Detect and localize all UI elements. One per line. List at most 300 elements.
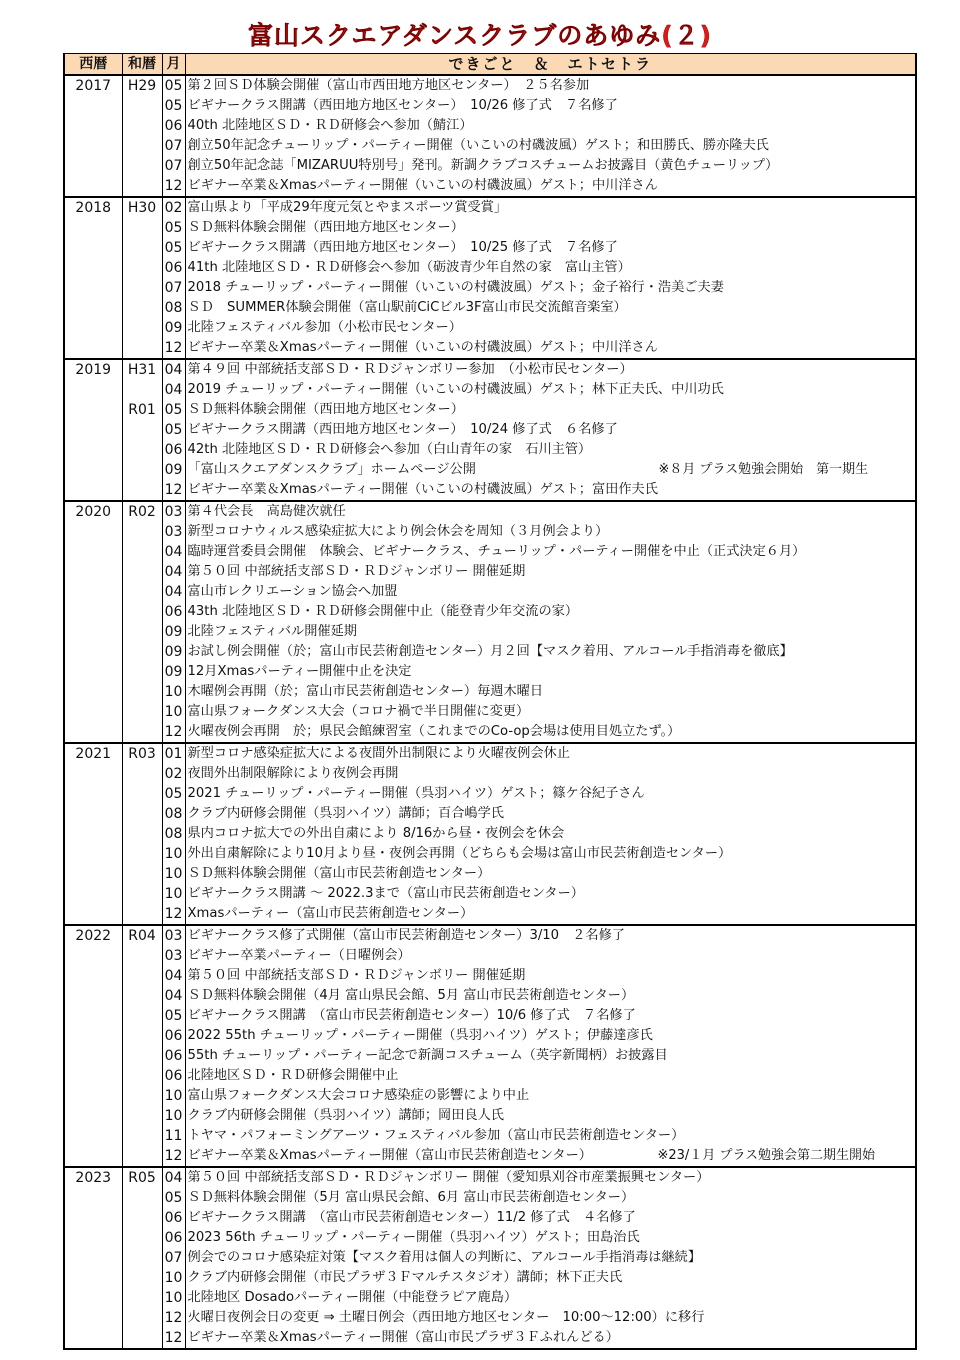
year-cell: 2022 [64,925,122,946]
event-cell [185,804,916,824]
year-cell [64,1026,122,1046]
table-row [64,318,916,338]
event-note: ※８月 プラス勉強会開始 第一期生 [658,462,869,477]
year-cell [64,116,122,136]
event-cell [185,642,916,662]
era-cell [122,1228,162,1248]
month-cell: 03 [162,925,185,946]
month-cell: 11 [162,1126,185,1146]
month-cell: 07 [162,156,185,176]
month-cell: 09 [162,662,185,682]
event-cell [185,359,916,380]
event-cell [185,602,916,622]
month-cell: 12 [162,904,185,925]
era-cell [122,904,162,925]
month-cell: 05 [162,96,185,116]
year-cell: 2018 [64,197,122,218]
event-text: ビギナー卒業パーティー（日曜例会） [187,948,411,964]
era-cell [122,338,162,359]
table-row [64,946,916,966]
era-cell [122,258,162,278]
month-cell: 04 [162,582,185,602]
table-row [64,1026,916,1046]
event-cell [185,542,916,562]
header-month: 月 [162,54,185,76]
event-cell [185,1146,916,1167]
table-row [64,258,916,278]
year-cell [64,1268,122,1288]
event-text: 2018 チューリップ・パーティー開催（いこいの村磯波風）ゲスト；金子裕行・浩美ご夫妻 [187,280,724,296]
event-cell [185,682,916,702]
table-row [64,1146,916,1167]
table-row [64,116,916,136]
era-cell [122,1248,162,1268]
event-text: ビギナークラス開講（西田地方地区センター） 10/24 修了式 ６名修了 [187,422,618,438]
event-cell [185,1167,916,1188]
year-cell [64,1126,122,1146]
year-cell [64,904,122,925]
event-text: ビギナークラス修了式開催（富山市民芸術創造センター）3/10 ２名修了 [187,928,625,944]
event-text: 12月Xmasパーティー開催中止を決定 [187,664,412,680]
year-cell [64,946,122,966]
table-row [64,298,916,318]
era-cell [122,278,162,298]
year-cell [64,1188,122,1208]
event-text: 第５０回 中部統括支部ＳＤ・ＲＤジャンボリー 開催延期 [187,968,526,984]
month-cell: 12 [162,1308,185,1328]
event-cell [185,743,916,764]
month-cell: 05 [162,1006,185,1026]
table-row [64,1066,916,1086]
event-text: クラブ内研修会開催（呉羽ハイツ）講師；百合嶋学氏 [187,806,504,822]
table-row [64,176,916,197]
table-row [64,380,916,400]
event-text: 新型コロナ感染症拡大による夜間外出制限により火曜夜例会休止 [187,746,570,762]
era-cell [122,784,162,804]
event-text: ＳＤ無料体験会開催（西田地方地区センター） [187,402,464,418]
event-cell [185,1046,916,1066]
event-cell [185,562,916,582]
event-text: 富山県より「平成29年度元気とやまスポーツ賞受賞」 [187,200,508,216]
era-cell [122,602,162,622]
month-cell: 10 [162,682,185,702]
event-text: Xmasパーティー（富山市民芸術創造センター） [187,906,474,922]
era-cell: R04 [122,925,162,946]
table-row [64,218,916,238]
era-cell [122,156,162,176]
event-cell [185,1188,916,1208]
month-cell: 05 [162,218,185,238]
table-header-row [64,54,916,76]
event-cell [185,116,916,136]
event-cell [185,1106,916,1126]
month-cell: 10 [162,1268,185,1288]
table-row [64,156,916,176]
event-text: 40th 北陸地区ＳＤ・ＲＤ研修会へ参加（鯖江） [187,118,473,134]
era-cell [122,662,162,682]
table-row [64,1268,916,1288]
year-cell [64,582,122,602]
event-cell [185,440,916,460]
event-text: クラブ内研修会開催（市民プラザ３Ｆマルチスタジオ）講師；林下正夫氏 [187,1270,623,1286]
header-year: 西暦 [64,54,122,76]
month-cell: 04 [162,1167,185,1188]
table-row [64,400,916,420]
event-text: 創立50年記念誌「MIZARUU特別号」発刊。新調クラブコスチュームお披露目（黄色チューリップ） [187,158,779,174]
year-cell [64,1006,122,1026]
month-cell: 10 [162,702,185,722]
table-row [64,966,916,986]
year-cell [64,1208,122,1228]
era-cell [122,682,162,702]
month-cell: 08 [162,824,185,844]
month-cell: 09 [162,622,185,642]
event-text: 県内コロナ拡大での外出自粛により 8/16から昼・夜例会を休会 [187,826,565,842]
event-text: 「富山スクエアダンスクラブ」ホームページ公開 [187,462,476,478]
event-cell [185,1026,916,1046]
era-cell [122,176,162,197]
month-cell: 12 [162,480,185,501]
month-cell: 10 [162,864,185,884]
table-row [64,460,916,480]
event-cell [185,1228,916,1248]
year-cell [64,1228,122,1248]
year-cell [64,238,122,258]
month-cell: 06 [162,602,185,622]
table-row [64,1248,916,1268]
year-cell [64,682,122,702]
table-row [64,743,916,764]
month-cell: 05 [162,75,185,96]
era-cell [122,642,162,662]
table-row [64,986,916,1006]
table-row [64,1046,916,1066]
year-cell [64,420,122,440]
event-text: ビギナークラス開講 ～ 2022.3まで（富山市民芸術創造センター） [187,886,584,902]
event-cell [185,622,916,642]
era-cell [122,318,162,338]
era-cell [122,622,162,642]
year-cell: 2020 [64,501,122,522]
era-cell [122,804,162,824]
era-cell [122,1188,162,1208]
year-cell [64,884,122,904]
month-cell: 06 [162,116,185,136]
era-cell [122,420,162,440]
table-row [64,542,916,562]
table-row [64,1006,916,1026]
event-text: 例会でのコロナ感染症対策【マスク着用は個人の判断に、アルコール手指消毒は継続】 [187,1250,702,1266]
table-row [64,764,916,784]
era-cell [122,1066,162,1086]
year-cell [64,642,122,662]
table-row [64,338,916,359]
month-cell: 05 [162,238,185,258]
year-cell [64,298,122,318]
era-cell: R02 [122,501,162,522]
year-cell [64,136,122,156]
event-text: お試し例会開催（於；富山市民芸術創造センター）月２回【マスク着用、アルコール手指消毒を徹底】 [187,644,793,660]
month-cell: 08 [162,804,185,824]
year-cell [64,480,122,501]
event-cell [185,1288,916,1308]
table-row [64,522,916,542]
header-era: 和暦 [122,54,162,76]
month-cell: 03 [162,501,185,522]
event-text: 2023 56th チューリップ・パーティー開催（呉羽ハイツ）ゲスト；田島治氏 [187,1230,640,1246]
event-cell [185,702,916,722]
event-text: 夜間外出制限解除により夜例会再開 [187,766,399,782]
era-cell [122,136,162,156]
table-row [64,602,916,622]
event-cell [185,156,916,176]
era-cell [122,1126,162,1146]
event-text: ビギナークラス開講 （富山市民芸術創造センター）10/6 修了式 ７名修了 [187,1008,636,1024]
era-cell [122,116,162,136]
event-text: 富山県フォークダンス大会（コロナ禍で半日開催に変更） [187,704,530,720]
year-cell: 2017 [64,75,122,96]
event-cell [185,986,916,1006]
table-row [64,1288,916,1308]
era-cell [122,1006,162,1026]
month-cell: 04 [162,562,185,582]
month-cell: 08 [162,298,185,318]
year-cell: 2023 [64,1167,122,1188]
era-cell: H30 [122,197,162,218]
month-cell: 05 [162,420,185,440]
era-cell [122,562,162,582]
event-cell [185,824,916,844]
table-row [64,197,916,218]
era-cell [122,1046,162,1066]
event-text: ＳＤ無料体験会開催（富山市民芸術創造センター） [187,866,491,882]
event-note: ※23/１月 プラス勉強会第二期生開始 [657,1148,876,1163]
month-cell: 09 [162,318,185,338]
year-cell: 2021 [64,743,122,764]
event-text: ＳＤ無料体験会開催（5月 富山県民会館、6月 富山市民芸術創造センター） [187,1190,635,1206]
table-row [64,480,916,501]
event-cell [185,1066,916,1086]
year-cell [64,966,122,986]
event-cell [185,420,916,440]
year-cell [64,318,122,338]
month-cell: 02 [162,764,185,784]
table-row [64,420,916,440]
event-cell [185,197,916,218]
era-cell [122,238,162,258]
year-cell [64,1046,122,1066]
event-cell [185,784,916,804]
event-cell [185,400,916,420]
event-cell [185,864,916,884]
event-cell [185,925,916,946]
table-row [64,278,916,298]
era-cell: R05 [122,1167,162,1188]
table-row [64,1086,916,1106]
year-cell [64,176,122,197]
month-cell: 05 [162,784,185,804]
event-cell [185,136,916,156]
table-row [64,824,916,844]
event-cell [185,176,916,197]
table-row [64,622,916,642]
event-text: トヤマ・パフォーミングアーツ・フェスティバル参加（富山市民芸術創造センター） [187,1128,685,1144]
year-cell [64,764,122,784]
event-text: 42th 北陸地区ＳＤ・ＲＤ研修会へ参加（白山青年の家 石川主管） [187,442,592,458]
year-cell [64,986,122,1006]
month-cell: 06 [162,1026,185,1046]
event-text: 北陸地区 Dosadoパーティー開催（中能登ラピア鹿島） [187,1290,518,1306]
era-cell [122,1208,162,1228]
event-text: 新型コロナウィルス感染症拡大により例会休会を周知（３月例会より） [187,524,609,540]
month-cell: 04 [162,966,185,986]
event-text: ビギナークラス開講（西田地方地区センター） 10/26 修了式 ７名修了 [187,98,618,114]
table-row [64,864,916,884]
era-cell [122,966,162,986]
table-row [64,1106,916,1126]
event-cell [185,1308,916,1328]
event-cell [185,582,916,602]
month-cell: 12 [162,338,185,359]
table-row [64,1126,916,1146]
event-cell [185,904,916,925]
year-cell [64,278,122,298]
year-cell [64,1328,122,1349]
era-cell [122,884,162,904]
event-text: 第４代会長 高島健次就任 [187,504,346,520]
year-cell [64,338,122,359]
year-cell [64,1106,122,1126]
year-cell [64,864,122,884]
month-cell: 06 [162,440,185,460]
event-cell [185,218,916,238]
era-cell [122,218,162,238]
event-cell [185,764,916,784]
month-cell: 04 [162,380,185,400]
table-row [64,359,916,380]
event-text: 2021 チューリップ・パーティー開催（呉羽ハイツ）ゲスト；篠ケ谷紀子さん [187,786,645,802]
event-text: ビギナークラス開講（西田地方地区センター） 10/25 修了式 ７名修了 [187,240,618,256]
event-text: 2022 55th チューリップ・パーティー開催（呉羽ハイツ）ゲスト；伊藤達彦氏 [187,1028,653,1044]
era-cell [122,1268,162,1288]
table-row [64,1228,916,1248]
era-cell [122,722,162,743]
event-cell [185,1208,916,1228]
event-cell [185,1006,916,1026]
era-cell [122,298,162,318]
era-cell [122,542,162,562]
month-cell: 05 [162,400,185,420]
table-row [64,1208,916,1228]
event-text: 55th チューリップ・パーティー記念で新調コスチューム（英字新聞柄）お披露目 [187,1048,668,1064]
event-text: ビギナークラス開講 （富山市民芸術創造センター）11/2 修了式 ４名修了 [187,1210,636,1226]
year-cell: 2019 [64,359,122,380]
era-cell: H29 [122,75,162,96]
event-text: 第４９回 中部統括支部ＳＤ・ＲＤジャンボリー参加 （小松市民センター） [187,362,633,378]
table-row [64,722,916,743]
month-cell: 07 [162,278,185,298]
event-cell [185,96,916,116]
era-cell [122,1026,162,1046]
year-cell [64,218,122,238]
month-cell: 10 [162,1288,185,1308]
table-row [64,582,916,602]
event-text: 火曜日夜例会日の変更 ⇒ 土曜日例会（西田地方地区センター 10:00～12:00）に移行 [187,1310,705,1326]
table-row [64,1308,916,1328]
month-cell: 06 [162,1208,185,1228]
era-cell [122,1328,162,1349]
table-row [64,440,916,460]
month-cell: 03 [162,522,185,542]
year-cell [64,156,122,176]
year-cell [64,400,122,420]
event-cell [185,501,916,522]
table-row [64,642,916,662]
event-text: 富山県フォークダンス大会コロナ感染症の影響により中止 [187,1088,530,1104]
year-cell [64,1066,122,1086]
table-row [64,784,916,804]
table-row [64,1188,916,1208]
month-cell: 12 [162,1146,185,1167]
event-text: 41th 北陸地区ＳＤ・ＲＤ研修会へ参加（砺波青少年自然の家 富山主管） [187,260,631,276]
month-cell: 12 [162,176,185,197]
event-text: 木曜例会再開（於；富山市民芸術創造センター）毎週木曜日 [187,684,544,700]
era-cell [122,986,162,1006]
era-cell [122,1106,162,1126]
year-cell [64,1288,122,1308]
event-cell [185,844,916,864]
event-text: 北陸フェスティバル開催延期 [187,624,357,640]
year-cell [64,1248,122,1268]
event-cell [185,1268,916,1288]
event-cell [185,1126,916,1146]
event-text: 43th 北陸地区ＳＤ・ＲＤ研修会開催中止（能登青少年交流の家） [187,604,579,620]
month-cell: 02 [162,197,185,218]
event-cell [185,298,916,318]
year-cell [64,722,122,743]
era-cell [122,824,162,844]
event-cell [185,460,916,480]
year-cell [64,542,122,562]
era-cell [122,844,162,864]
month-cell: 03 [162,946,185,966]
era-cell: R03 [122,743,162,764]
year-cell [64,522,122,542]
event-text: 創立50年記念チューリップ・パーティー開催（いこいの村磯波風）ゲスト；和田勝氏、勝亦隆夫氏 [187,138,769,154]
era-cell [122,582,162,602]
year-cell [64,562,122,582]
era-cell [122,1146,162,1167]
era-cell: H31 [122,359,162,380]
year-cell [64,1146,122,1167]
era-cell [122,480,162,501]
event-cell [185,1328,916,1349]
table-row [64,562,916,582]
event-text: 北陸フェスティバル参加（小松市民センター） [187,320,462,336]
table-row [64,682,916,702]
month-cell: 10 [162,844,185,864]
era-cell [122,1308,162,1328]
month-cell: 06 [162,258,185,278]
month-cell: 09 [162,460,185,480]
table-row [64,238,916,258]
event-cell [185,278,916,298]
event-text: 臨時運営委員会開催 体験会、ビギナークラス、チューリップ・パーティー開催を中止（正式決定６月） [187,544,806,560]
month-cell: 07 [162,136,185,156]
era-cell [122,702,162,722]
month-cell: 06 [162,1066,185,1086]
event-cell [185,480,916,501]
